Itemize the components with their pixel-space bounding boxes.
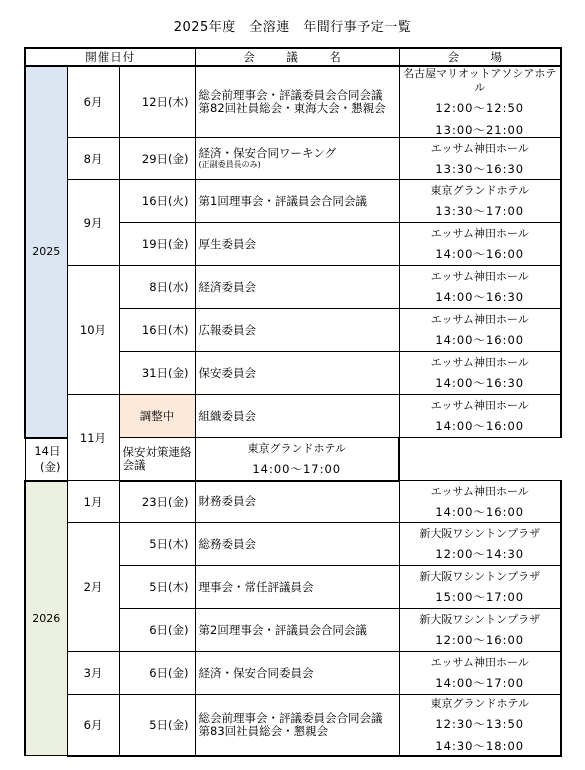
- meeting-name: 総会前理事会・評議委員会合同会議: [198, 710, 383, 725]
- venue-cell: [399, 266, 561, 309]
- year-cell: 2026: [25, 481, 67, 756]
- meeting-name: 第82回社員総会・東海大会・懇親会: [198, 101, 386, 115]
- meeting-name: 第1回理事会・評議員会合同会議: [198, 193, 367, 208]
- table-row: [25, 481, 561, 523]
- meeting-cell: [195, 309, 399, 352]
- table-row: [25, 180, 561, 223]
- venue-cell: [399, 66, 561, 138]
- month-cell: 3月: [67, 652, 119, 695]
- meeting-name: 経済委員会: [198, 279, 256, 294]
- month-cell: 9月: [67, 180, 119, 266]
- month-cell: 8月: [67, 138, 119, 180]
- venue-time: 14:00～16:00: [435, 504, 525, 519]
- meeting-cell: [195, 481, 399, 523]
- meeting-name: 第83回社員総会・懇親会: [198, 723, 329, 738]
- table-row: [25, 66, 561, 138]
- venue-name: 東京グランドホテル: [247, 441, 346, 455]
- month-cell: 11月: [67, 395, 119, 481]
- day-cell: 6日(金): [119, 652, 195, 695]
- meeting-name: 総会前理事会・評議委員会合同会議: [198, 88, 383, 102]
- venue-cell: [399, 652, 561, 695]
- month-cell: 6月: [67, 66, 119, 138]
- venue-cell: [399, 138, 561, 180]
- venue-name: エッサム神田ホール: [430, 484, 529, 498]
- meeting-name: 広報委員会: [198, 322, 256, 337]
- day-cell: 5日(木): [119, 566, 195, 609]
- meeting-cell: [195, 523, 399, 566]
- table-row: [25, 652, 561, 695]
- day-cell: 16日(木): [119, 309, 195, 352]
- venue-name: エッサム神田ホール: [430, 656, 529, 669]
- month-cell: 1月: [67, 481, 119, 523]
- venue-name: エッサム神田ホール: [430, 227, 529, 240]
- day-cell: 14日(金): [25, 438, 67, 481]
- venue-cell: [399, 395, 561, 438]
- day-cell: 23日(金): [119, 481, 195, 523]
- day-cell: 29日(金): [119, 138, 195, 180]
- table-row: [25, 138, 561, 180]
- meeting-cell: [195, 66, 399, 138]
- venue-cell: [195, 438, 399, 481]
- venue-name: 新大阪ワシントンプラザ: [419, 527, 541, 540]
- meeting-name: 厚生委員会: [198, 236, 256, 251]
- meeting-cell: [195, 180, 399, 223]
- day-cell: 5日(金): [119, 695, 195, 756]
- venue-name: エッサム神田ホール: [430, 270, 529, 283]
- header-row: [25, 48, 561, 66]
- venue-name: 名古屋マリオットアソシアホテル: [403, 67, 557, 94]
- table-row: [25, 695, 561, 756]
- venue-name: 新大阪ワシントンプラザ: [419, 570, 541, 583]
- venue-time: 12:00～14:30: [435, 547, 525, 561]
- venue-time: 13:30～17:00: [435, 204, 525, 218]
- meeting-cell: [195, 352, 399, 395]
- header-date: 開催日付: [25, 48, 195, 66]
- meeting-name: 総務委員会: [198, 536, 256, 551]
- venue-name: 東京グランドホテル: [430, 696, 529, 710]
- venue-time: 15:00～17:00: [435, 590, 525, 604]
- venue-name: 東京グランドホテル: [430, 184, 529, 197]
- venue-cell: [399, 566, 561, 609]
- venue-time: 14:00～17:00: [435, 676, 525, 690]
- schedule-table: [24, 47, 562, 757]
- day-cell: 5日(木): [119, 523, 195, 566]
- venue-cell: [399, 309, 561, 352]
- meeting-cell: [119, 438, 195, 481]
- venue-time: 12:00～12:50: [435, 101, 525, 115]
- meeting-name: 経済・保安合同委員会: [198, 665, 314, 680]
- meeting-cell: [195, 609, 399, 652]
- venue-cell: [399, 352, 561, 395]
- venue-name: 新大阪ワシントンプラザ: [419, 613, 541, 626]
- day-cell: 16日(火): [119, 180, 195, 223]
- table-row: [25, 395, 561, 438]
- venue-time: 14:00～16:30: [435, 290, 525, 304]
- table-row: [25, 523, 561, 566]
- meeting-note: (正副委員長のみ): [198, 160, 261, 169]
- meeting-name: 保安委員会: [198, 365, 256, 380]
- meeting-name: 財務委員会: [198, 494, 256, 509]
- header-venue: 会 場: [399, 48, 561, 66]
- pending-date-cell: 調整中: [119, 395, 195, 438]
- venue-time: 14:00～17:00: [252, 461, 342, 476]
- meeting-cell: [195, 695, 399, 756]
- venue-cell: [399, 523, 561, 566]
- meeting-cell: [195, 395, 399, 438]
- venue-cell: [399, 695, 561, 756]
- venue-time: 13:00～21:00: [435, 123, 525, 137]
- venue-name: エッサム神田ホール: [430, 141, 529, 155]
- month-cell: 10月: [67, 266, 119, 395]
- meeting-name: 保安対策連絡会議: [122, 444, 192, 472]
- month-cell: 2月: [67, 523, 119, 652]
- meeting-name: 経済・保安合同ワーキング: [198, 146, 337, 160]
- venue-time: 12:30～13:50: [435, 716, 525, 731]
- meeting-cell: [195, 138, 399, 180]
- header-meeting: 会 議 名: [195, 48, 399, 66]
- venue-time: 13:30～16:30: [435, 161, 525, 176]
- year-cell: 2025: [25, 66, 67, 438]
- venue-time: 14:30～18:00: [435, 738, 525, 753]
- meeting-cell: [195, 223, 399, 266]
- venue-name: エッサム神田ホール: [430, 313, 529, 326]
- month-cell: 6月: [67, 695, 119, 756]
- day-cell: 6日(金): [119, 609, 195, 652]
- day-cell: 12日(木): [119, 66, 195, 138]
- day-cell: 31日(金): [119, 352, 195, 395]
- venue-name: エッサム神田ホール: [430, 399, 529, 412]
- page-title: 2025年度 全溶連 年間行事予定一覧: [173, 20, 412, 35]
- meeting-cell: [195, 566, 399, 609]
- meeting-cell: [195, 266, 399, 309]
- venue-cell: [399, 481, 561, 523]
- venue-cell: [399, 223, 561, 266]
- meeting-cell: [195, 652, 399, 695]
- venue-time: 14:00～16:00: [435, 247, 525, 261]
- meeting-name: 組織委員会: [198, 408, 256, 423]
- meeting-name: 第2回理事会・評議員会合同会議: [198, 622, 367, 637]
- table-row: [25, 266, 561, 309]
- venue-time: 12:00～16:00: [435, 633, 525, 647]
- venue-time: 14:00～16:30: [435, 376, 525, 390]
- day-cell: 8日(水): [119, 266, 195, 309]
- day-cell: 19日(金): [119, 223, 195, 266]
- venue-time: 14:00～16:00: [435, 419, 525, 433]
- venue-time: 14:00～16:00: [435, 333, 525, 347]
- venue-cell: [399, 609, 561, 652]
- meeting-name: 理事会・常任評議員会: [198, 579, 314, 594]
- venue-cell: [399, 180, 561, 223]
- venue-name: エッサム神田ホール: [430, 356, 529, 369]
